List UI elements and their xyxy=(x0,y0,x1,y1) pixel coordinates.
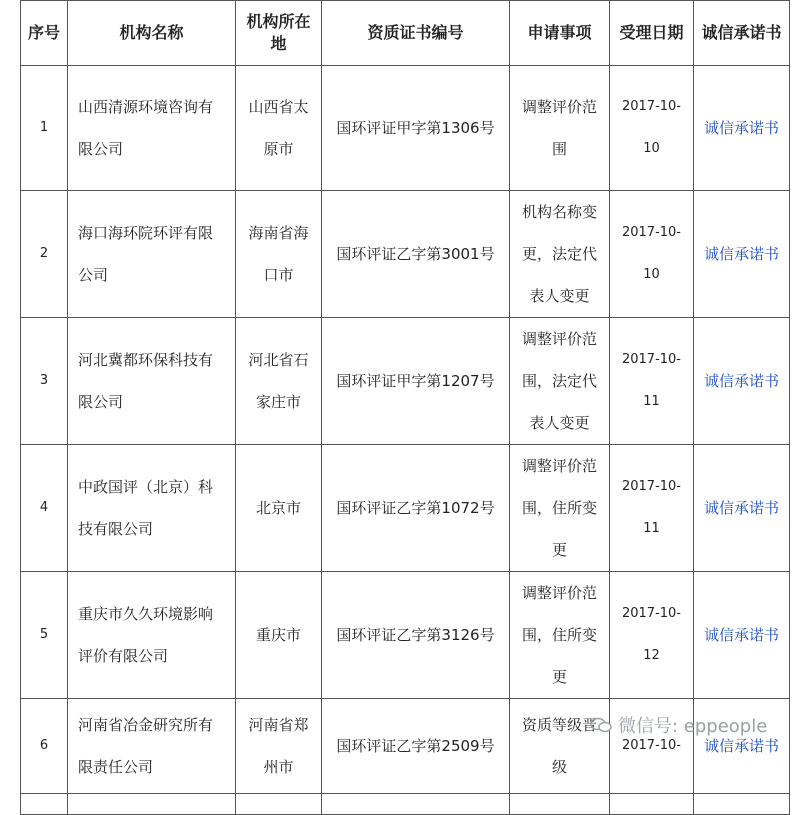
cert-number: 国环评证乙字第1072号 xyxy=(322,445,510,572)
header-index: 序号 xyxy=(21,1,68,66)
org-name: 中政国评（北京）科技有限公司 xyxy=(68,445,236,572)
integrity-letter-cell xyxy=(694,191,790,318)
table-row xyxy=(21,318,790,445)
cert-number: 国环评证乙字第3001号 xyxy=(322,191,510,318)
org-location: 山西省太原市 xyxy=(236,66,322,191)
integrity-letter-link[interactable]: 诚信承诺书 xyxy=(703,119,779,137)
row-index: 1 xyxy=(21,66,68,191)
accept-date: 2017-10-10 xyxy=(610,66,694,191)
accept-date: 2017-10-11 xyxy=(610,318,694,445)
table-row xyxy=(21,445,790,572)
header-integrity-letter: 诚信承诺书 xyxy=(694,1,790,66)
row-index: 3 xyxy=(21,318,68,445)
row-index: 5 xyxy=(21,572,68,699)
application-item: 调整评价范围 xyxy=(510,66,610,191)
integrity-letter-link[interactable]: 诚信承诺书 xyxy=(703,737,779,755)
org-location: 河南省郑州市 xyxy=(236,699,322,794)
applications-table xyxy=(20,0,790,815)
integrity-letter-link[interactable]: 诚信承诺书 xyxy=(703,626,779,644)
header-cert-number: 资质证书编号 xyxy=(322,1,510,66)
integrity-letter-link[interactable]: 诚信承诺书 xyxy=(703,372,779,390)
org-name: 河南省冶金研究所有限责任公司 xyxy=(68,699,236,794)
accept-date: 2017-10- xyxy=(610,699,694,794)
accept-date: 2017-10-12 xyxy=(610,572,694,699)
integrity-letter-cell xyxy=(694,445,790,572)
integrity-letter-link[interactable]: 诚信承诺书 xyxy=(703,499,779,517)
cert-number: 国环评证甲字第1207号 xyxy=(322,318,510,445)
header-accept-date: 受理日期 xyxy=(610,1,694,66)
cert-number: 国环评证乙字第2509号 xyxy=(322,699,510,794)
org-name: 重庆市久久环境影响评价有限公司 xyxy=(68,572,236,699)
integrity-letter-cell xyxy=(694,66,790,191)
header-location: 机构所在地 xyxy=(236,1,322,66)
org-location: 河北省石家庄市 xyxy=(236,318,322,445)
org-location: 海南省海口市 xyxy=(236,191,322,318)
header-org-name: 机构名称 xyxy=(68,1,236,66)
integrity-letter-link[interactable]: 诚信承诺书 xyxy=(703,245,779,263)
application-item: 调整评价范围，住所变更 xyxy=(510,445,610,572)
header-application-item: 申请事项 xyxy=(510,1,610,66)
org-location: 北京市 xyxy=(236,445,322,572)
integrity-letter-cell xyxy=(694,572,790,699)
table-row xyxy=(21,66,790,191)
org-name: 河北冀都环保科技有限公司 xyxy=(68,318,236,445)
application-item: 资质等级晋级 xyxy=(510,699,610,794)
accept-date: 2017-10-11 xyxy=(610,445,694,572)
org-name: 海口海环院环评有限公司 xyxy=(68,191,236,318)
accept-date: 2017-10-10 xyxy=(610,191,694,318)
header-row xyxy=(21,1,790,66)
wechat-icon xyxy=(590,717,612,733)
cert-number: 国环评证乙字第3126号 xyxy=(322,572,510,699)
application-item: 调整评价范围，法定代表人变更 xyxy=(510,318,610,445)
org-name: 山西清源环境咨询有限公司 xyxy=(68,66,236,191)
cert-number: 国环评证甲字第1306号 xyxy=(322,66,510,191)
row-index: 6 xyxy=(21,699,68,794)
wechat-watermark xyxy=(590,712,767,738)
row-index: 4 xyxy=(21,445,68,572)
integrity-letter-cell xyxy=(694,318,790,445)
table-row-partial xyxy=(21,794,790,815)
application-item: 机构名称变更，法定代表人变更 xyxy=(510,191,610,318)
table-row xyxy=(21,191,790,318)
table-row xyxy=(21,572,790,699)
watermark-text: 微信号: eppeople xyxy=(618,716,768,737)
application-item: 调整评价范围，住所变更 xyxy=(510,572,610,699)
org-location: 重庆市 xyxy=(236,572,322,699)
row-index: 2 xyxy=(21,191,68,318)
